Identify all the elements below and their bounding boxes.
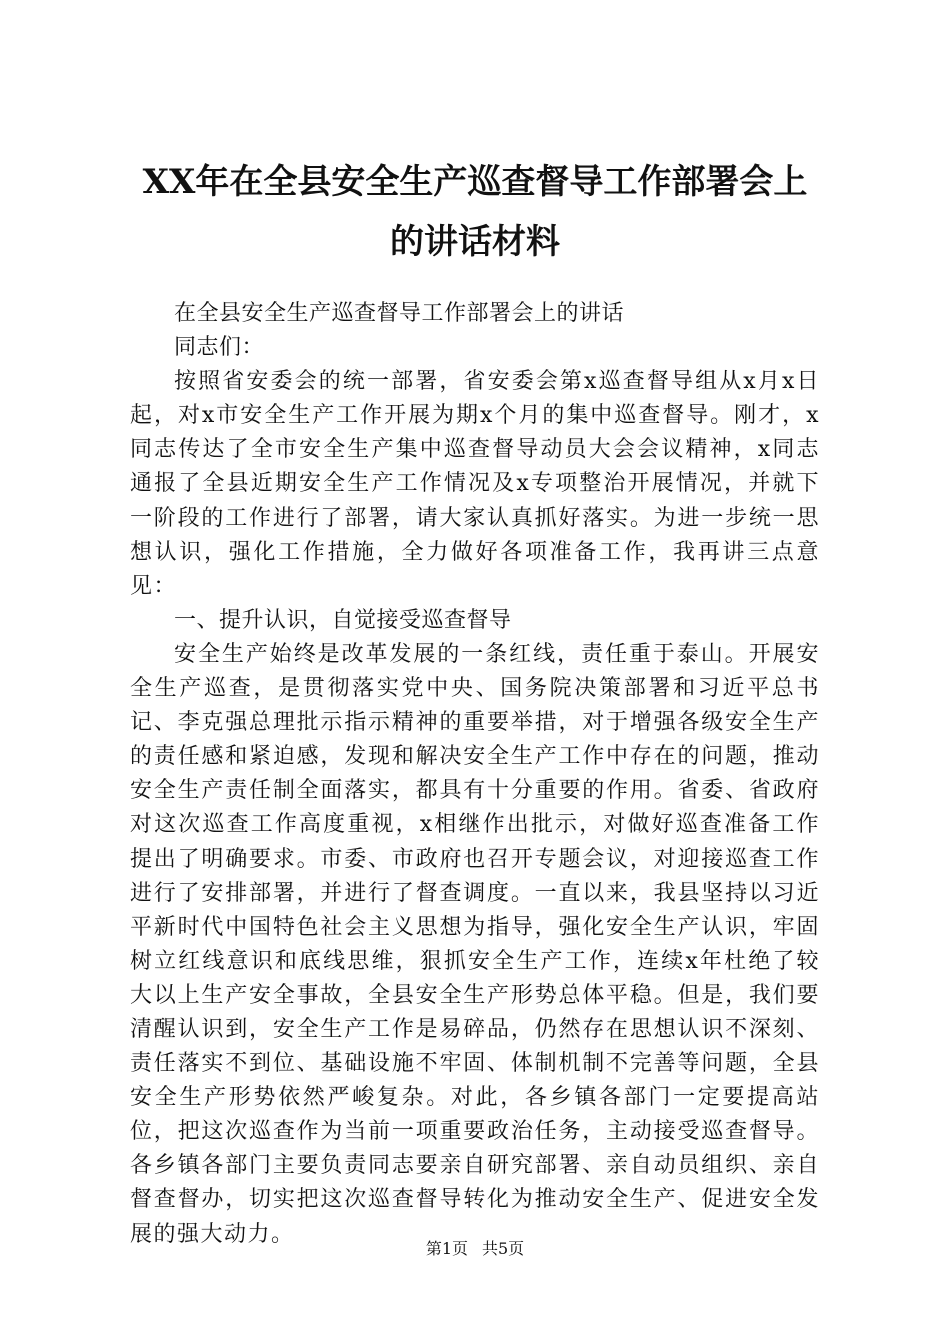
document-title-line-1: XX年在全县安全生产巡查督导工作部署会上: [142, 162, 808, 202]
page-total: 共5页: [482, 1239, 525, 1258]
page-footer: [0, 1239, 950, 1259]
section-1-paragraph: 安全生产始终是改革发展的一条红线，责任重于泰山。开展安全生产巡查，是贯彻落实党中央、国务院决策部署和习近平总书记、李克强总理批示指示精神的重要举措，对于增强各级安全生产的责任感和紧迫感，发现和解决安全生产工作中存在的问题，推动安全生产责任制全面落实，都具有十分重要的作用。省委、省政府对这次巡查工作高度重视，x相继作出批示，对做好巡查准备工作提出了明确要求。市委、市政府也召开专题会议，对迎接巡查工作进行了安排部署，并进行了督查调度。一直以来，我县坚持以习近平新时代中国特色社会主义思想为指导，强化安全生产认识，牢固树立红线意识和底线思维，狠抓安全生产工作，连续x年杜绝了较大以上生产安全事故，全县安全生产形势总体平稳。但是，我们要清醒认识到，安全生产工作是易碎品，仍然存在思想认识不深刻、责任落实不到位、基础设施不牢固、体制机制不完善等问题，全县安全生产形势依然严峻复杂。对此，各乡镇各部门一定要提高站位，把这次巡查作为当前一项重要政治任务，主动接受巡查督导。各乡镇各部门主要负责同志要亲自研究部署、亲自动员组织、亲自督查督办，切实把这次巡查督导转化为推动安全生产、促进安全发展的强大动力。: [130, 641, 820, 1247]
speech-subtitle: 在全县安全生产巡查督导工作部署会上的讲话: [174, 301, 625, 326]
page-number: 第1页: [425, 1239, 468, 1258]
document-body: [130, 297, 820, 1252]
intro-paragraph: 按照省安委会的统一部署，省安委会第x巡查督导组从x月x日起，对x市安全生产工作开展为期x个月的集中巡查督导。刚才，x同志传达了全市安全生产集中巡查督导动员大会会议精神，x同志通报了全县近期安全生产工作情况及x专项整治开展情况，并就下一阶段的工作进行了部署，请大家认真抓好落实。为进一步统一思想认识，强化工作措施，全力做好各项准备工作，我再讲三点意见：: [130, 369, 820, 599]
section-heading-1: 一、提升认识，自觉接受巡查督导: [174, 607, 512, 633]
salutation: 同志们：: [174, 335, 265, 361]
document-title-line-2: 的讲话材料: [390, 222, 560, 262]
